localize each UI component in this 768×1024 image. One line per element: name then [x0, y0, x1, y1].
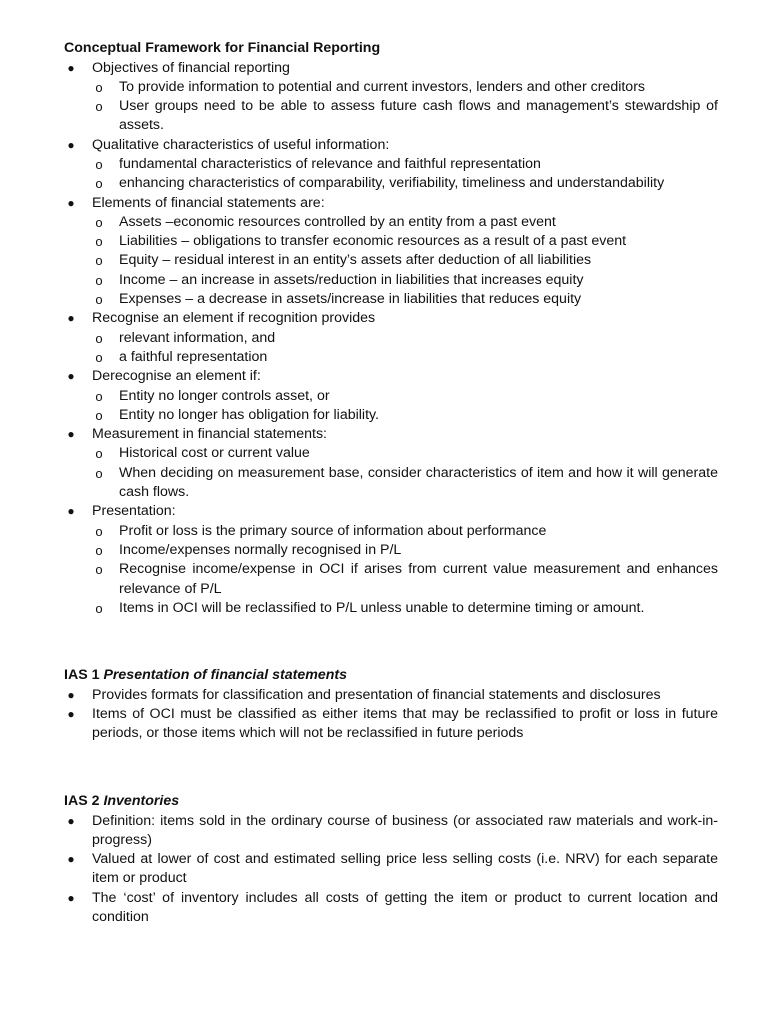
framework-subitem — [92, 348, 718, 367]
framework-subitem — [92, 97, 718, 136]
framework-subitem — [92, 155, 718, 174]
framework-subitem — [92, 251, 718, 270]
ias1-item-text: Items of OCI must be classified as either items that may be reclassified to profit or loss in future periods, or those items which will not be reclassified in future periods — [92, 705, 718, 742]
bullet-icon: ● — [67, 195, 75, 210]
framework-item — [64, 502, 718, 618]
framework-sublist — [92, 78, 718, 136]
framework-item — [64, 367, 718, 425]
framework-subitem — [92, 522, 718, 541]
framework-subitem-text: a faithful representation — [119, 348, 268, 365]
circle-bullet-icon: o — [95, 446, 103, 462]
circle-bullet-icon: o — [95, 562, 103, 578]
bullet-icon: ● — [67, 311, 75, 326]
circle-bullet-icon: o — [95, 523, 103, 539]
circle-bullet-icon: o — [95, 272, 103, 288]
circle-bullet-icon: o — [95, 465, 103, 481]
framework-item-text: Qualitative characteristics of useful information: — [92, 136, 390, 153]
bullet-icon: ● — [67, 852, 75, 867]
framework-subitem-text: fundamental characteristics of relevance and faithful representation — [119, 155, 541, 172]
bullet-icon: ● — [67, 687, 75, 702]
framework-subitem-text: Expenses – a decrease in assets/increase in liabilities that reduces equity — [119, 291, 582, 308]
framework-subitem — [92, 329, 718, 348]
framework-item-text: Recognise an element if recognition provides — [92, 310, 376, 327]
ias2-heading-prefix: IAS 2 — [64, 793, 100, 809]
ias1-heading-prefix: IAS 1 — [64, 667, 100, 683]
circle-bullet-icon: o — [95, 542, 103, 558]
framework-sublist — [92, 329, 718, 368]
ias2-item — [64, 889, 718, 928]
ias1-item — [64, 686, 718, 705]
circle-bullet-icon: o — [95, 388, 103, 404]
framework-subitem — [92, 174, 718, 193]
ias2-heading-title: Inventories — [103, 793, 180, 809]
bullet-icon: ● — [67, 427, 75, 442]
framework-section — [64, 39, 718, 618]
ias1-heading — [64, 666, 718, 686]
framework-subitem — [92, 599, 718, 618]
framework-subitem — [92, 444, 718, 463]
framework-subitem — [92, 541, 718, 560]
framework-subitem-text: Liabilities – obligations to transfer economic resources as a result of a past event — [119, 233, 627, 250]
ias2-item-text: The ‘cost’ of inventory includes all costs of getting the item or product to current location and condition — [92, 889, 718, 925]
framework-subitem-text: Entity no longer controls asset, or — [119, 387, 330, 404]
framework-subitem-text: Income/expenses normally recognised in P/L — [119, 541, 402, 558]
bullet-icon: ● — [67, 369, 75, 384]
framework-sublist — [92, 522, 718, 618]
ias2-section — [64, 792, 718, 927]
circle-bullet-icon: o — [95, 79, 103, 95]
ias1-item — [64, 705, 718, 744]
ias2-item-text: Valued at lower of cost and estimated selling price less selling costs (i.e. NRV) for each separate item or product — [92, 851, 718, 887]
framework-subitem-text: Profit or loss is the primary source of information about performance — [119, 522, 547, 539]
framework-subitem — [92, 213, 718, 232]
circle-bullet-icon: o — [95, 407, 103, 423]
bullet-icon: ● — [67, 137, 75, 152]
ias2-item-text: Definition: items sold in the ordinary course of business (or associated raw materials and work-in-progress) — [92, 812, 718, 848]
framework-item-text: Derecognise an element if: — [92, 368, 261, 385]
circle-bullet-icon: o — [95, 214, 103, 230]
framework-item — [64, 59, 718, 136]
framework-item — [64, 136, 718, 194]
ias1-list — [64, 686, 718, 744]
framework-subitem-text: enhancing characteristics of comparability, verifiability, timeliness and understandability — [119, 175, 665, 192]
bullet-icon: ● — [67, 706, 75, 721]
framework-subitem-text: Recognise income/expense in OCI if arises from current value measurement and enhances relevance of P/L — [119, 561, 718, 597]
bullet-icon: ● — [67, 504, 75, 519]
framework-item-text: Presentation: — [92, 503, 176, 520]
framework-subitem — [92, 290, 718, 309]
framework-sublist — [92, 387, 718, 426]
framework-subitem-text: Entity no longer has obligation for liability. — [119, 406, 379, 423]
bullet-icon: ● — [67, 813, 75, 828]
framework-sublist — [92, 155, 718, 194]
framework-subitem-text: Historical cost or current value — [119, 445, 310, 462]
circle-bullet-icon: o — [95, 292, 103, 308]
framework-sublist — [92, 213, 718, 309]
framework-item — [64, 309, 718, 367]
framework-list — [64, 59, 718, 619]
circle-bullet-icon: o — [95, 349, 103, 365]
circle-bullet-icon: o — [95, 156, 103, 172]
bullet-icon: ● — [67, 60, 75, 75]
ias2-item — [64, 850, 718, 889]
ias1-section — [64, 666, 718, 743]
framework-item — [64, 425, 718, 502]
framework-subitem — [92, 78, 718, 97]
circle-bullet-icon: o — [95, 176, 103, 192]
framework-item-text: Elements of financial statements are: — [92, 194, 325, 211]
framework-sublist — [92, 444, 718, 502]
framework-subitem — [92, 406, 718, 425]
framework-subitem — [92, 387, 718, 406]
ias2-item — [64, 812, 718, 851]
bullet-icon: ● — [67, 890, 75, 905]
ias2-list — [64, 812, 718, 928]
circle-bullet-icon: o — [95, 600, 103, 616]
framework-subitem-text: relevant information, and — [119, 329, 276, 346]
framework-subitem-text: When deciding on measurement base, consider characteristics of item and how it will generate cash flows. — [119, 464, 718, 501]
circle-bullet-icon: o — [95, 253, 103, 269]
circle-bullet-icon: o — [95, 99, 103, 115]
framework-subitem — [92, 271, 718, 290]
framework-heading: Conceptual Framework for Financial Reporting — [64, 40, 381, 56]
framework-item — [64, 194, 718, 310]
framework-subitem — [92, 232, 718, 251]
framework-subitem-text: Items in OCI will be reclassified to P/L unless unable to determine timing or amount. — [119, 599, 645, 616]
framework-subitem — [92, 560, 718, 599]
circle-bullet-icon: o — [95, 330, 103, 346]
framework-subitem-text: User groups need to be able to assess future cash flows and management’s stewardship of assets. — [119, 98, 718, 134]
ias1-heading-title: Presentation of financial statements — [103, 667, 348, 683]
framework-subitem-text: Assets –economic resources controlled by an entity from a past event — [119, 213, 556, 230]
framework-item-text: Objectives of financial reporting — [92, 59, 290, 76]
framework-subitem — [92, 464, 718, 503]
circle-bullet-icon: o — [95, 234, 103, 250]
framework-subitem-text: To provide information to potential and current investors, lenders and other creditors — [119, 78, 646, 95]
ias1-item-text: Provides formats for classification and presentation of financial statements and disclosures — [92, 686, 661, 703]
framework-subitem-text: Income – an increase in assets/reduction in liabilities that increases equity — [119, 271, 584, 288]
framework-item-text: Measurement in financial statements: — [92, 426, 327, 443]
ias2-heading — [64, 792, 718, 812]
framework-subitem-text: Equity – residual interest in an entity’s assets after deduction of all liabilities — [119, 252, 592, 269]
